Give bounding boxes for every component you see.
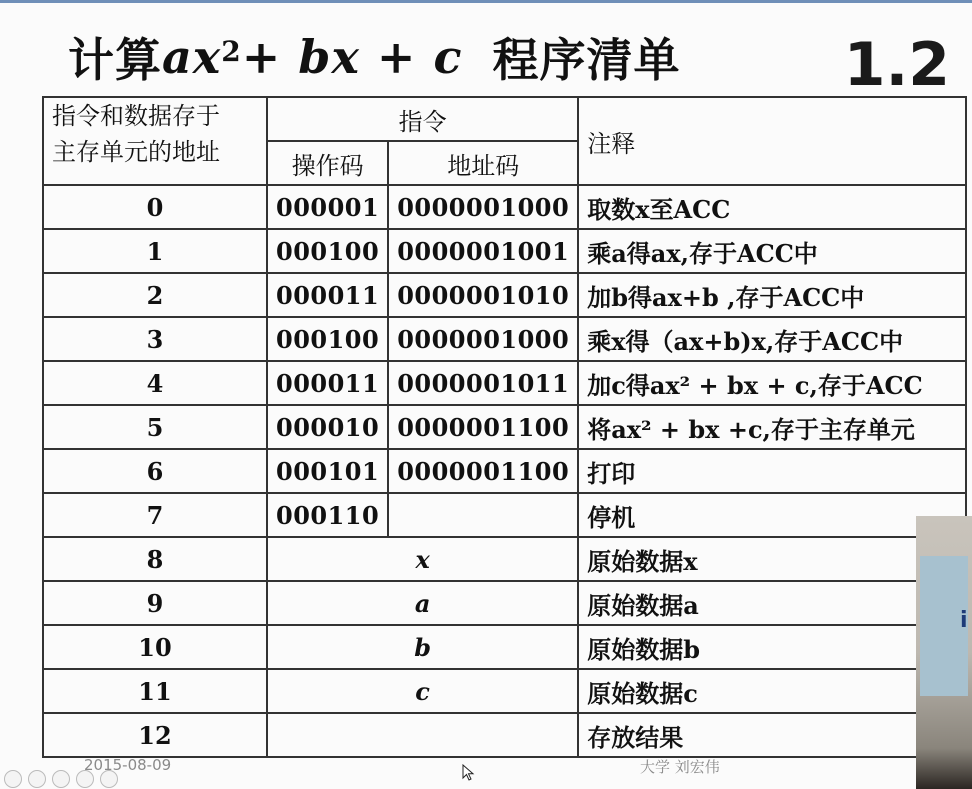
row-note: 存放结果 bbox=[578, 713, 966, 757]
row-opcode: 000110 bbox=[267, 493, 388, 537]
header-note: 注释 bbox=[578, 97, 966, 185]
header-instruction: 指令 bbox=[267, 97, 578, 141]
data-row bbox=[43, 669, 966, 713]
data-row bbox=[43, 581, 966, 625]
row-note: 原始数据a bbox=[578, 581, 966, 625]
row-note: 乘x得（ax+b)x,存于ACC中 bbox=[578, 317, 966, 361]
row-opcode: 000010 bbox=[267, 405, 388, 449]
row-note: 加c得ax² + bx + c,存于ACC bbox=[578, 361, 966, 405]
row-address: 12 bbox=[43, 713, 267, 757]
row-address-code: 0000001001 bbox=[388, 229, 578, 273]
footer-author: 大学 刘宏伟 bbox=[640, 758, 720, 776]
row-data-value: a bbox=[267, 581, 578, 625]
row-address: 6 bbox=[43, 449, 267, 493]
slide-title bbox=[68, 22, 680, 92]
row-opcode: 000011 bbox=[267, 273, 388, 317]
footer-date: 2015-08-09 bbox=[84, 756, 172, 774]
row-data-value bbox=[267, 713, 578, 757]
row-address: 4 bbox=[43, 361, 267, 405]
row-address-code bbox=[388, 493, 578, 537]
row-address-code: 0000001100 bbox=[388, 449, 578, 493]
instruction-row bbox=[43, 405, 966, 449]
instruction-row bbox=[43, 229, 966, 273]
title-expr-rest: + bx + c bbox=[241, 30, 463, 84]
row-address-code: 0000001000 bbox=[388, 185, 578, 229]
row-note: 将ax² + bx +c,存于主存单元 bbox=[578, 405, 966, 449]
program-table bbox=[42, 96, 967, 758]
row-note: 打印 bbox=[578, 449, 966, 493]
header-address-line2: 主存单元的地址 bbox=[52, 138, 220, 166]
row-data-value: c bbox=[267, 669, 578, 713]
instruction-row bbox=[43, 273, 966, 317]
program-table-wrapper bbox=[42, 96, 967, 758]
row-address: 5 bbox=[43, 405, 267, 449]
data-row bbox=[43, 625, 966, 669]
row-address: 7 bbox=[43, 493, 267, 537]
instruction-row bbox=[43, 317, 966, 361]
row-address: 9 bbox=[43, 581, 267, 625]
data-row bbox=[43, 537, 966, 581]
row-note: 乘a得ax,存于ACC中 bbox=[578, 229, 966, 273]
row-note: 取数x至ACC bbox=[578, 185, 966, 229]
instruction-row bbox=[43, 449, 966, 493]
title-prefix: 计算 bbox=[68, 33, 162, 87]
instruction-row bbox=[43, 361, 966, 405]
slides-icon[interactable] bbox=[52, 770, 70, 788]
title-expr-sup: 2 bbox=[221, 34, 242, 68]
row-opcode: 000100 bbox=[267, 229, 388, 273]
mouse-cursor-icon bbox=[462, 764, 476, 782]
row-note: 原始数据b bbox=[578, 625, 966, 669]
slide-top-border bbox=[0, 0, 972, 3]
row-data-value: b bbox=[267, 625, 578, 669]
instruction-row bbox=[43, 185, 966, 229]
row-address-code: 0000001000 bbox=[388, 317, 578, 361]
row-note: 原始数据x bbox=[578, 537, 966, 581]
row-opcode: 000100 bbox=[267, 317, 388, 361]
title-expr-a: ax bbox=[162, 30, 222, 84]
row-address: 10 bbox=[43, 625, 267, 669]
row-address: 8 bbox=[43, 537, 267, 581]
header-address-line1: 指令和数据存于 bbox=[52, 102, 220, 130]
row-note: 加b得ax+b ,存于ACC中 bbox=[578, 273, 966, 317]
row-data-value: x bbox=[267, 537, 578, 581]
title-suffix: 程序清单 bbox=[492, 33, 681, 87]
header-address bbox=[43, 97, 267, 185]
row-opcode: 000101 bbox=[267, 449, 388, 493]
data-row bbox=[43, 713, 966, 757]
row-address-code: 0000001011 bbox=[388, 361, 578, 405]
header-opcode: 操作码 bbox=[267, 141, 388, 185]
section-number: 1.2 bbox=[843, 30, 950, 100]
row-opcode: 000011 bbox=[267, 361, 388, 405]
row-address: 0 bbox=[43, 185, 267, 229]
row-address: 2 bbox=[43, 273, 267, 317]
prev-slide-icon[interactable] bbox=[4, 770, 22, 788]
row-opcode: 000001 bbox=[267, 185, 388, 229]
video-partial-glyph: i bbox=[960, 608, 968, 633]
row-address-code: 0000001010 bbox=[388, 273, 578, 317]
row-note: 停机 bbox=[578, 493, 966, 537]
pen-icon[interactable] bbox=[28, 770, 46, 788]
presenter-video-thumbnail bbox=[916, 516, 972, 789]
row-address: 11 bbox=[43, 669, 267, 713]
row-address-code: 0000001100 bbox=[388, 405, 578, 449]
row-address: 1 bbox=[43, 229, 267, 273]
row-address: 3 bbox=[43, 317, 267, 361]
instruction-row bbox=[43, 493, 966, 537]
row-note: 原始数据c bbox=[578, 669, 966, 713]
header-address-code: 地址码 bbox=[388, 141, 578, 185]
